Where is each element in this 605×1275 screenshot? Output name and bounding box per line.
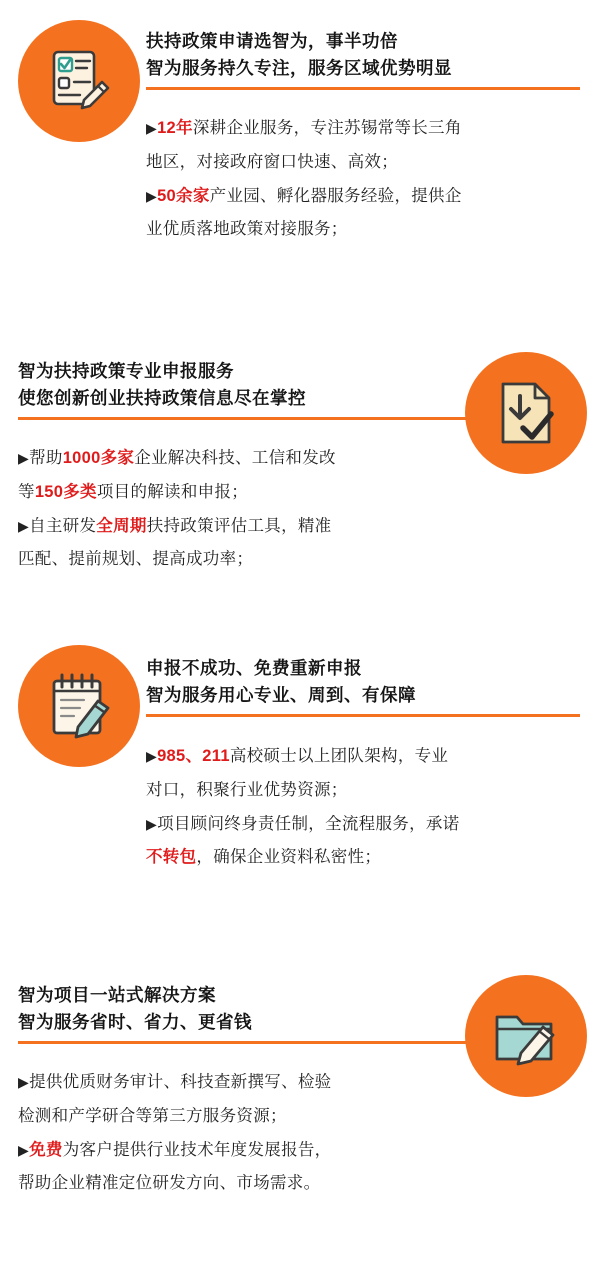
section-4-para-2-line2: 帮助企业精准定位研发方向、市场需求。 (18, 1174, 321, 1193)
section-2-para-1-cont: 项目的解读和申报； (96, 482, 249, 501)
section-2-heading-line1: 智为扶持政策专业申报服务 (18, 361, 234, 381)
section-3-para-1-highlight: 985、211 (157, 747, 230, 765)
bullet-triangle-icon: ▶ (146, 120, 158, 136)
bullet-triangle-icon: ▶ (18, 517, 30, 534)
section-1-para-2-line1 (146, 180, 586, 214)
bullet-triangle-icon: ▶ (18, 1074, 30, 1090)
section-2-para-1-line2 (18, 476, 488, 510)
section-3-para-2-line1 (146, 808, 586, 842)
section-2-para-2-line2: 匹配、提前规划、提高成功率； (18, 550, 254, 569)
section-4-para-1-line1 (18, 1066, 488, 1100)
section-3-heading-rule (146, 714, 580, 717)
section-3-para-1-line1 (146, 740, 586, 774)
section-4-para-1-rest: 提供优质财务审计、科技查新撰写、检验 (29, 1073, 332, 1091)
section-1-heading-rule (146, 87, 580, 90)
section-2-para-1-pre: 帮助 (29, 449, 63, 467)
bullet-triangle-icon: ▶ (18, 1141, 30, 1158)
section-1-para-1-rest: 深耕企业服务，专注苏锡常等长三角 (192, 119, 462, 137)
section-2-para-1-cont-highlight: 150多类 (34, 482, 97, 501)
section-4-heading (18, 982, 478, 1044)
section-3-para-2-cont: ，确保企业资料私密性； (196, 848, 382, 867)
section-1-para-2-line2: 业优质落地政策对接服务； (146, 220, 348, 239)
bullet-triangle-icon: ▶ (146, 187, 158, 204)
section-1-body (146, 112, 586, 247)
section-2-para-2-highlight: 全周期 (96, 516, 147, 535)
section-3-para-1-rest: 高校硕士以上团队架构，专业 (229, 747, 449, 765)
section-4-heading-rule (18, 1041, 478, 1044)
section-2-para-2-line1 (18, 510, 488, 544)
section-2-para-1-rest: 企业解决科技、工信和发改 (134, 449, 336, 467)
section-4-heading-line2: 智为服务省时、省力、更省钱 (18, 1012, 252, 1033)
bullet-triangle-icon: ▶ (18, 450, 30, 466)
section-2-para-1-cont-pre: 等 (18, 482, 35, 501)
clipboard-checklist-icon (18, 20, 140, 142)
section-3-heading-line1: 申报不成功、免费重新申报 (146, 658, 362, 678)
section-1-para-1-highlight: 12年 (157, 119, 193, 137)
section-4-heading-line1: 智为项目一站式解决方案 (18, 985, 216, 1005)
section-2-para-2-rest: 扶持政策评估工具，精准 (146, 516, 332, 535)
section-2-para-1-highlight: 1000多家 (62, 449, 135, 467)
section-1-heading (146, 28, 580, 90)
section-3-heading-line2: 智为服务用心专业、周到、有保障 (146, 685, 416, 706)
section-3-para-1-line2: 对口，积聚行业优势资源； (146, 780, 348, 799)
section-2-body (18, 442, 488, 577)
section-3-para-2-line2 (146, 841, 586, 875)
section-2-heading-rule (18, 417, 478, 420)
section-2-heading-line2: 使您创新创业扶持政策信息尽在掌控 (18, 388, 306, 409)
section-4-para-2-highlight: 免费 (29, 1140, 63, 1159)
section-2-heading (18, 358, 478, 420)
section-2-para-2-pre: 自主研发 (29, 516, 97, 535)
bullet-triangle-icon: ▶ (146, 748, 158, 764)
section-4-para-2-rest: 为客户提供行业技术年度发展报告， (62, 1140, 332, 1159)
section-4-para-1-line2: 检测和产学研合等第三方服务资源； (18, 1106, 287, 1125)
section-1-para-2-rest: 产业园、孵化器服务经验，提供企 (209, 186, 462, 205)
section-3-heading (146, 655, 580, 717)
section-4-para-2-line1 (18, 1134, 488, 1168)
bullet-triangle-icon: ▶ (146, 815, 158, 832)
notepad-pencil-icon (18, 645, 140, 767)
section-3-para-2-cont-highlight: 不转包 (146, 848, 197, 867)
section-1-para-2-highlight: 50余家 (157, 186, 210, 205)
section-1-para-1-line2: 地区，对接政府窗口快速、高效； (146, 152, 398, 171)
section-1-heading-line2: 智为服务持久专注，服务区域优势明显 (146, 58, 452, 79)
section-3-para-2-rest: 项目顾问终身责任制，全流程服务，承诺 (157, 814, 460, 833)
section-4-body (18, 1066, 488, 1201)
section-1-heading-line1: 扶持政策申请选智为，事半功倍 (146, 31, 398, 51)
section-2-para-1-line1 (18, 442, 488, 476)
section-1-para-1-line1 (146, 112, 586, 146)
section-3-body (146, 740, 586, 875)
